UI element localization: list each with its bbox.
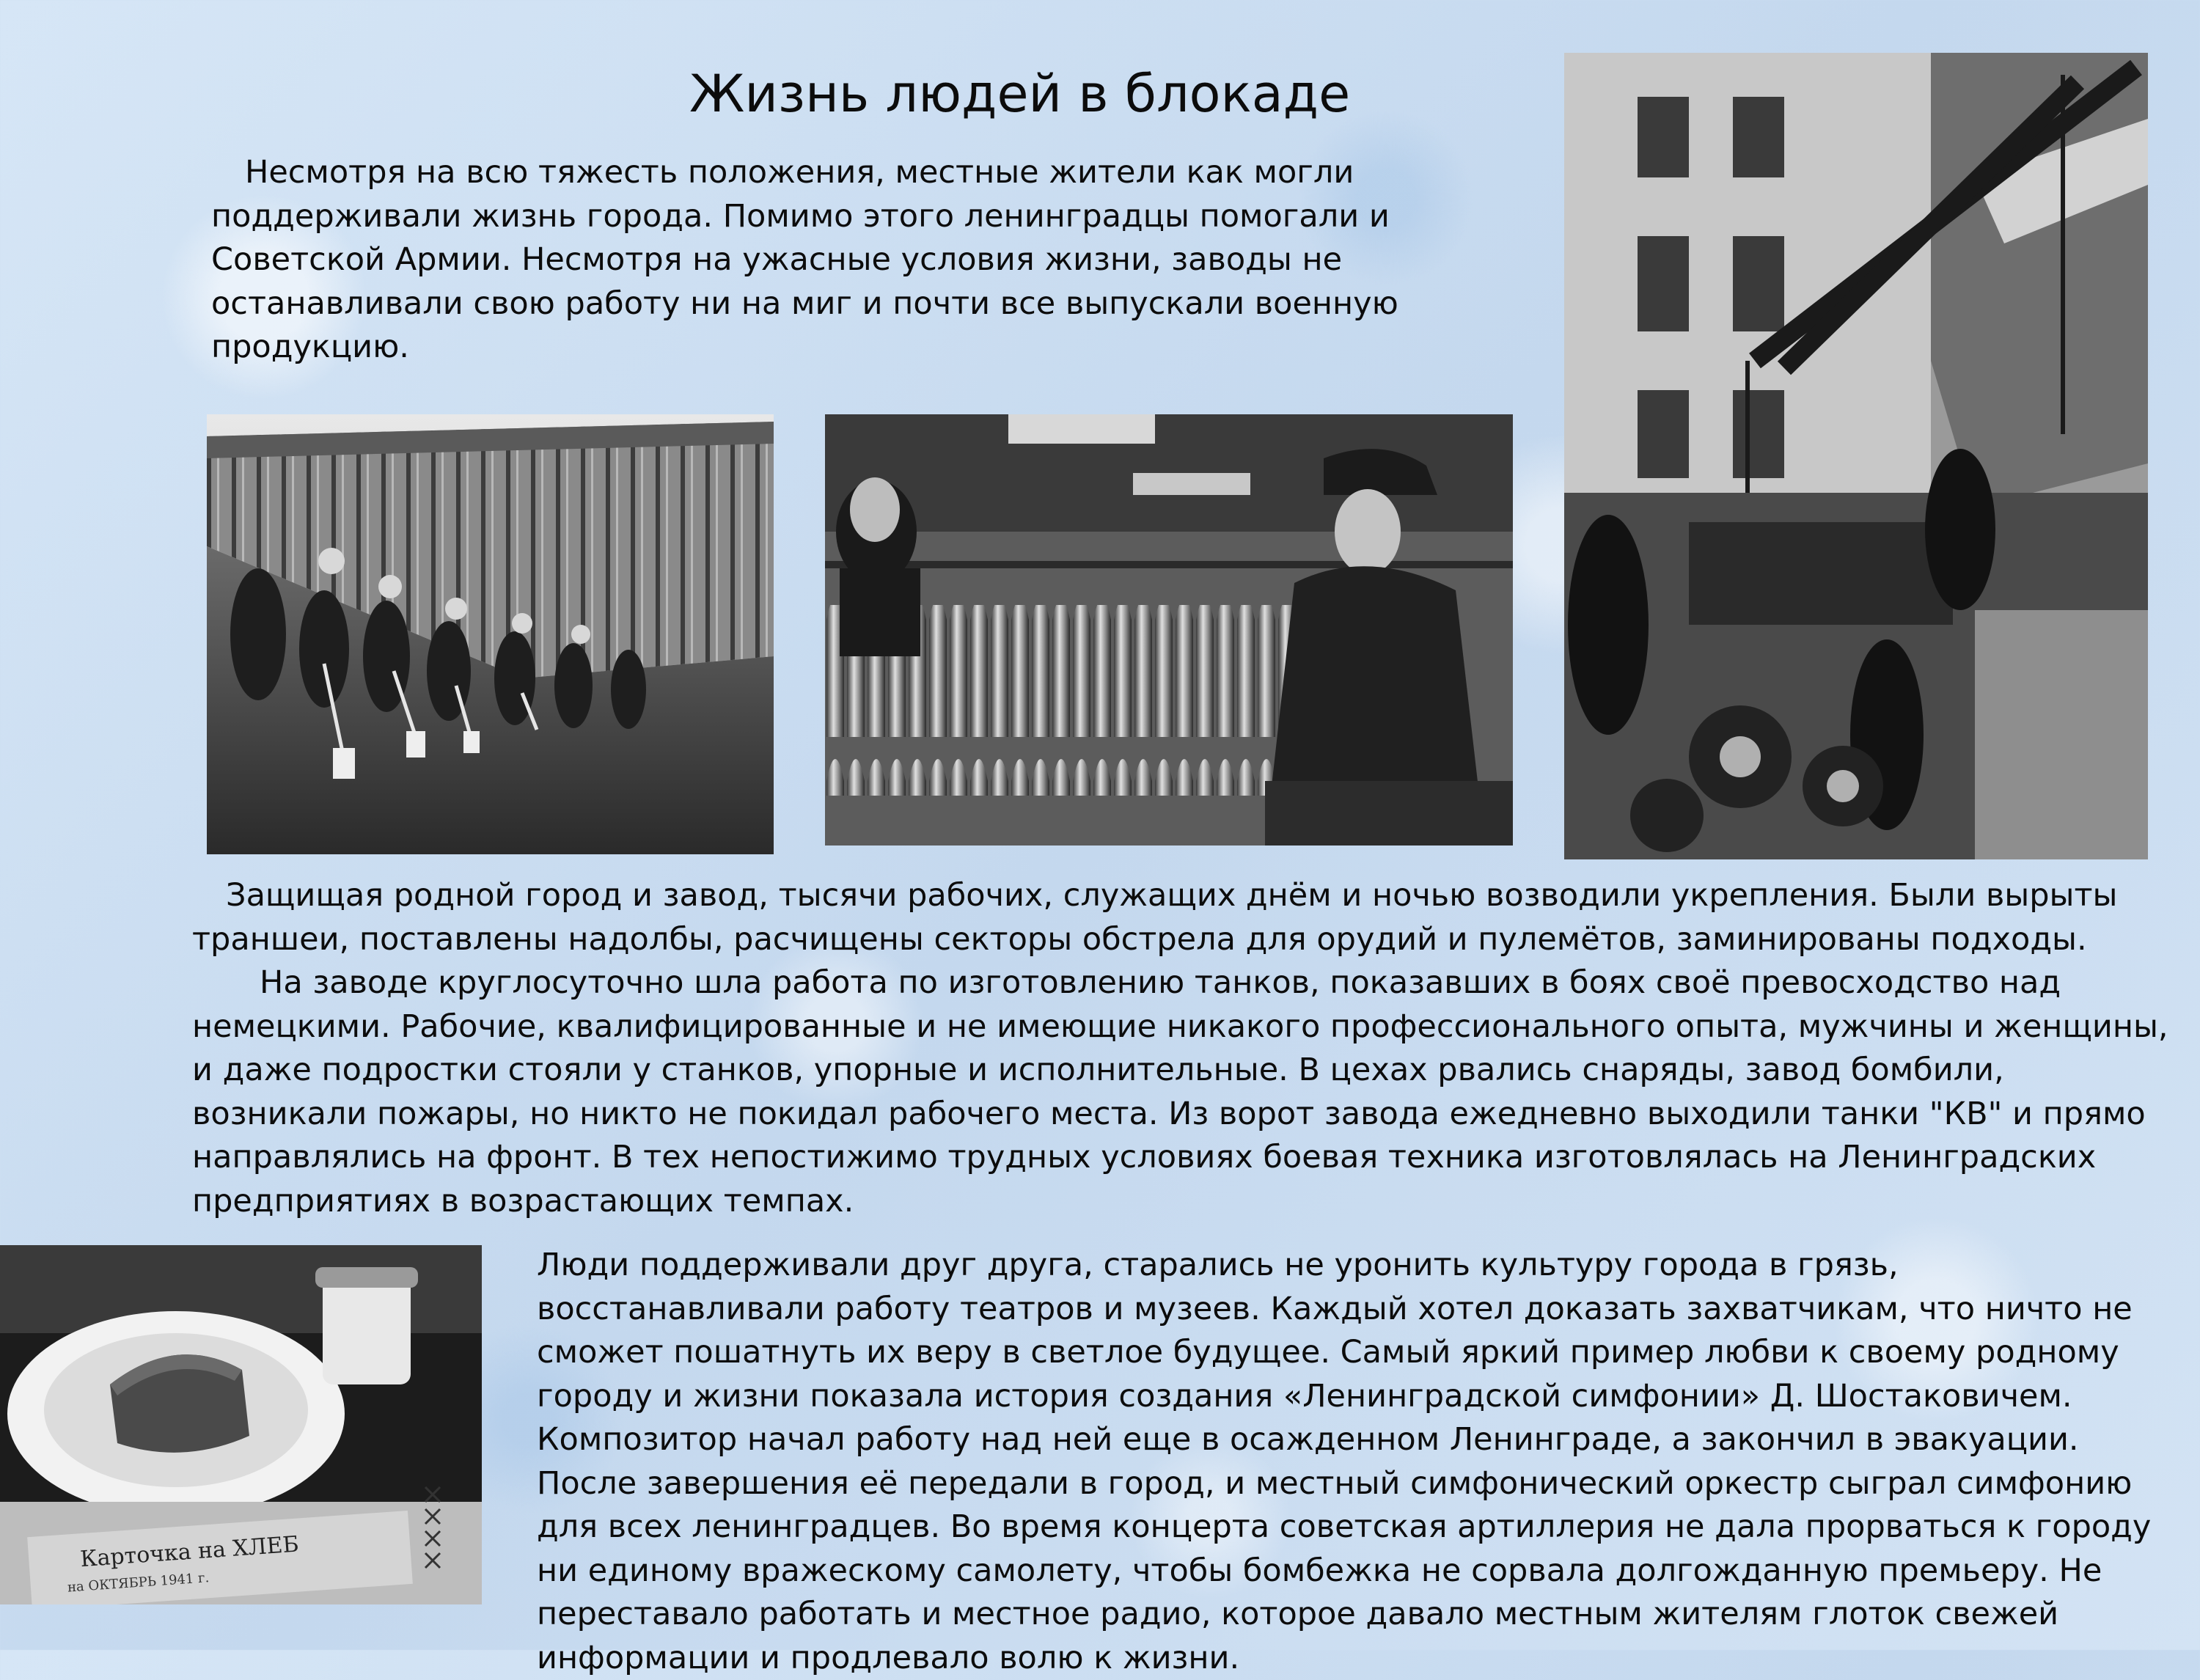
factory-text: На заводе круглосуточно шла работа по изготовлению танков, показавших в боях своё превосходство над немецкими. Рабочие, квалифицированные и не имеющие никакого профессионального опыта, мужчины и женщины, и даже подростки стояли у станков, упорные и исполнительные. В цехах рвались снаряды, завод бомбили, возникали пожары, но никто не покидал рабочего места. Из ворот завода ежедневно выходили танки "КВ" и прямо направлялись на фронт. В тех непостижимо трудных условиях боевая техника изготовлялась на Ленинградских предприятиях в возрастающих темпах. — [192, 964, 2168, 1219]
work-paragraphs — [192, 874, 2172, 1223]
trench-digging-photo — [207, 414, 774, 854]
bread-card-month: на ОКТЯБРЬ 1941 г. — [67, 1570, 210, 1596]
bread-card-title: Карточка на ХЛЕБ — [79, 1531, 300, 1573]
intro-paragraph — [211, 151, 1458, 370]
shell-factory-photo — [825, 414, 1513, 845]
crane-ruins-photo — [1564, 53, 2148, 859]
intro-text: Несмотря на всю тяжесть положения, местные жители как могли поддерживали жизнь города. Помимо этого ленинградцы помогали и Советской Армии. Несмотря на ужасные условия жизни, заводы не останавливали свою работу ни на миг и почти все выпускали военную продукцию. — [211, 154, 1398, 365]
bread-ration-photo — [0, 1245, 482, 1604]
defense-text: Защищая родной город и завод, тысячи рабочих, служащих днём и ночью возводили укрепления. Были вырыты траншеи, поставлены надолбы, расчищены секторы обстрела для орудий и пулемётов, заминированы подходы. — [192, 877, 2118, 958]
factory-paragraph — [192, 961, 2172, 1223]
defense-paragraph — [192, 874, 2172, 961]
culture-paragraph: Люди поддерживали друг друга, старались не уронить культуру города в грязь, восстанавливали работу театров и музеев. Каждый хотел доказать захватчикам, что ничто не сможет пошатнуть их веру в светлое будущее. Самый яркий пример любви к своему родному городу и жизни показала история создания «Ленинградской симфонии» Д. Шостаковичем. Композитор начал работу над ней еще в осажденном Ленинграде, а закончил в эвакуации. После завершения её передали в город, и местный симфонический оркестр сыграл симфонию для всех ленинградцев. Во время концерта советская артиллерия не дала прорваться к городу ни единому вражескому самолету, чтобы бомбежка не сорвала долгожданную премьеру. Не переставало работать и местное радио, которое давало местным жителям глоток свежей информации и продлевало волю к жизни. — [537, 1247, 2152, 1676]
page-title: Жизнь людей в блокаде — [689, 64, 1351, 124]
